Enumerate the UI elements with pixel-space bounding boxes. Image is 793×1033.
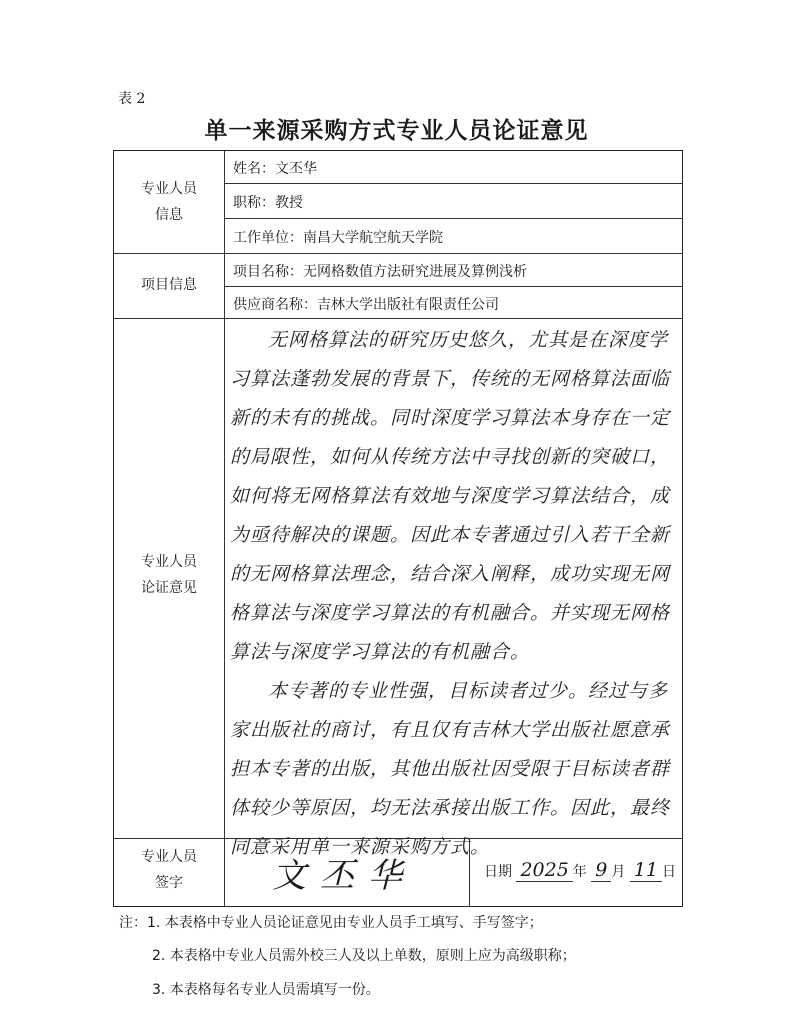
- row-divider: [224, 218, 682, 219]
- project-name: 项目名称：无网格数值方法研究进展及算例浅析: [233, 264, 527, 280]
- month-unit: 月: [611, 864, 626, 880]
- handwritten-opinion: [230, 321, 676, 867]
- expert-work-unit: 工作单位：南昌大学航空航天学院: [233, 230, 443, 246]
- expert-info-label: 专业人员 信息: [141, 181, 197, 223]
- page-title: 单一来源采购方式专业人员论证意见: [204, 117, 589, 144]
- date-month: 9: [591, 859, 611, 882]
- section-divider: [114, 318, 682, 319]
- date-day: 11: [630, 859, 662, 882]
- table-label: 表 2: [118, 91, 146, 107]
- day-unit: 日: [662, 864, 676, 880]
- year-unit: 年: [572, 864, 587, 880]
- note-3: 3. 本表格每名专业人员需填写一份。: [152, 982, 380, 998]
- supplier-name: 供应商名称：吉林大学出版社有限责任公司: [233, 297, 499, 313]
- opinion-paragraph-1: 无网格算法的研究历史悠久，尤其是在深度学习算法蓬勃发展的背景下，传统的无网格算法面临新的未有的挑战。同时深度学习算法本身存在一定的局限性，如何从传统方法中寻找创新的突破口，如何将无网格算法有效地与深度学习算法结合，成为亟待解决的课题。因此本专著通过引入若干全新的无网格算法理念，结合深入阐释，成功实现无网格算法与深度学习算法的有机融合。并实现无网格算法与深度学习算法的有机融合。: [230, 329, 671, 663]
- note-1: 注：1. 本表格中专业人员论证意见由专业人员手工填写、手写签字；: [119, 915, 543, 931]
- date-year: 2025: [516, 859, 572, 882]
- row-divider: [224, 183, 682, 184]
- opinion-paragraph-2: 本专著的专业性强，目标读者过少。经过与多家出版社的商讨，有且仅有吉林大学出版社愿意承担本专著的出版，其他出版社因受限于目标读者群体较少等原因，均无法承接出版工作。因此，最终同意采用单一来源采购方式。: [230, 680, 671, 858]
- row-divider: [224, 286, 682, 287]
- column-divider-signature: [224, 838, 225, 906]
- project-info-label: 项目信息: [141, 277, 197, 293]
- column-divider: [224, 151, 225, 838]
- form-table: [113, 150, 683, 907]
- expert-title: 职称：教授: [233, 195, 303, 211]
- section-divider: [114, 253, 682, 254]
- opinion-label: 专业人员 论证意见: [141, 554, 197, 596]
- signature-label: 专业人员 签字: [141, 849, 197, 891]
- date-label: 日期: [484, 864, 512, 880]
- handwritten-signature: 文丕华: [272, 856, 416, 896]
- note-2: 2. 本表格中专业人员需外校三人及以上单数，原则上应为高级职称；: [152, 948, 576, 964]
- expert-name: 姓名：文丕华: [233, 161, 317, 177]
- signature-date: [484, 859, 676, 881]
